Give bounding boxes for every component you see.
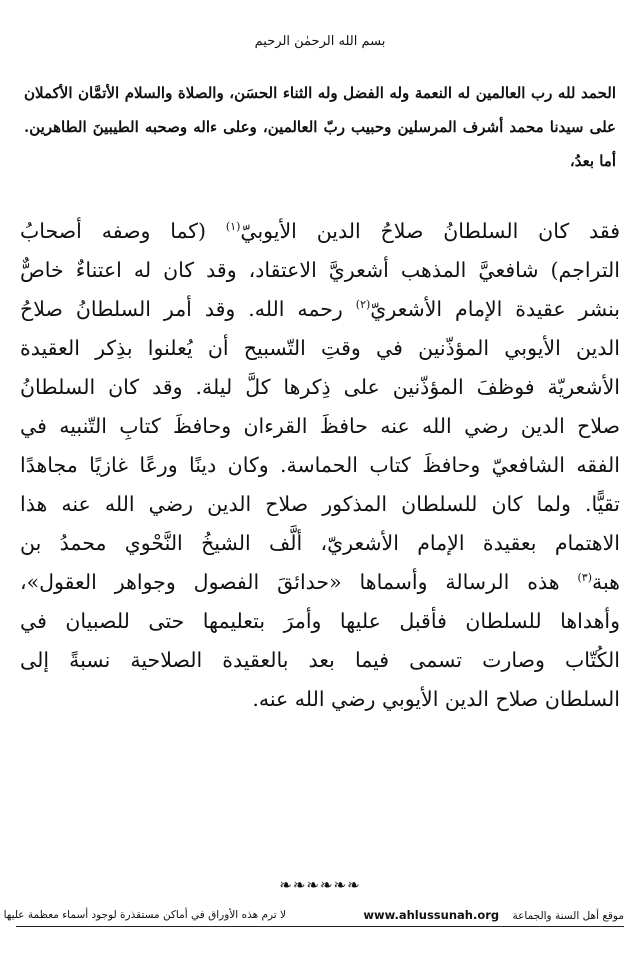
body-text-segment: وأهداها للسلطان فأقبل عليها وأمرَ بتعليمها حتى للصبيان في: [20, 609, 620, 633]
body-text-segment: (كما وصفه أصحابُ: [20, 219, 226, 243]
body-text-segment: صلاح الدين رضي الله عنه حافظَ القرءان وحافظَ كتابِ التّنبيه في: [20, 414, 620, 438]
footnote-marker[interactable]: (١): [225, 220, 241, 233]
body-line: [20, 290, 620, 329]
body-line: [20, 329, 620, 368]
body-text-segment: الفقه الشافعيّ وحافظَ كتاب الحماسة. وكان دينًا ورعًا غازيًا مجاهدًا: [20, 453, 620, 477]
site-url-link[interactable]: www.ahlussunah.org: [363, 908, 500, 922]
body-text-segment: تقيًّا. ولما كان للسلطان المذكور صلاح الدين رضي الله عنه هذا: [20, 492, 620, 516]
intro-line: على سيدنا محمد أشرف المرسلين وحبيب ربّ العالمين، وعلى ءاله وصحبه الطيبينَ الطاهرين.: [24, 118, 616, 136]
body-text-segment: فقد كان السلطانُ صلاحُ الدين الأيوبيّ: [240, 219, 620, 243]
body-text-segment: هبة: [592, 570, 620, 594]
body-line: [20, 407, 620, 446]
footer-rule: [16, 926, 624, 927]
body-line: [20, 641, 620, 680]
body-text-segment: رحمه الله. وقد أمر السلطانُ صلاحُ: [20, 297, 356, 321]
body-line: [20, 485, 620, 524]
body-text-segment: هذه الرسالة وأسماها «حدائقَ الفصول وجواهر العقول»،: [20, 570, 578, 594]
body-line: [20, 563, 620, 602]
footer-site: [324, 906, 624, 925]
intro-line: الحمد لله رب العالمين له النعمة وله الفضل وله الثناء الحسَن، والصلاة والسلام الأتمَّان الأكملان: [24, 84, 616, 102]
body-text-segment: الاهتمام بعقيدة الإمام الأشعريّ، ألَّف الشيخُ النَّحْوي محمدُ بن: [20, 531, 620, 555]
site-name: موقع أهل السنة والجماعة: [512, 910, 624, 922]
body-text-segment: الكُتّاب وصارت تسمى فيما بعد بالعقيدة الصلاحية نسبةً إلى: [20, 648, 620, 672]
body-line: [20, 602, 620, 641]
body-text-segment: بنشر عقيدة الإمام الأشعريّ: [370, 297, 621, 321]
body-line: [20, 680, 620, 719]
basmala-heading: بسم الله الرحمٰن الرحيم: [254, 34, 386, 49]
body-text-segment: الدين الأيوبي المؤذّنين في وقتِ التّسبيح أن يُعلنوا بذِكر العقيدة: [20, 336, 620, 360]
footer-note: لا ترم هذه الأوراق في أماكن مستقذرة لوجود أسماء معظمة عليها: [3, 909, 286, 921]
ornament-divider: ❧❧❧❧❧❧: [279, 876, 361, 894]
body-line: [20, 446, 620, 485]
page-footer: [3, 906, 624, 926]
body-line: [20, 524, 620, 563]
footnote-marker[interactable]: (٣): [577, 571, 592, 584]
body-text-segment: السلطان صلاح الدين الأيوبي رضي الله عنه.: [252, 687, 620, 711]
body-text-segment: التراجم) شافعيَّ المذهب أشعريَّ الاعتقاد، وقد كان له اعتناءٌ خاصٌّ: [20, 258, 620, 282]
main-paragraph: [20, 212, 620, 719]
footnote-marker[interactable]: (٢): [355, 298, 371, 311]
intro-line: أما بعدُ،: [569, 152, 616, 170]
intro-paragraph: [24, 76, 616, 178]
body-line: [20, 368, 620, 407]
body-line: [20, 251, 620, 290]
body-text-segment: الأشعريّة فوظفَ المؤذّنين على ذِكرها كلَّ ليلة. وقد كان السلطانُ: [20, 375, 620, 399]
body-line: [20, 212, 620, 251]
